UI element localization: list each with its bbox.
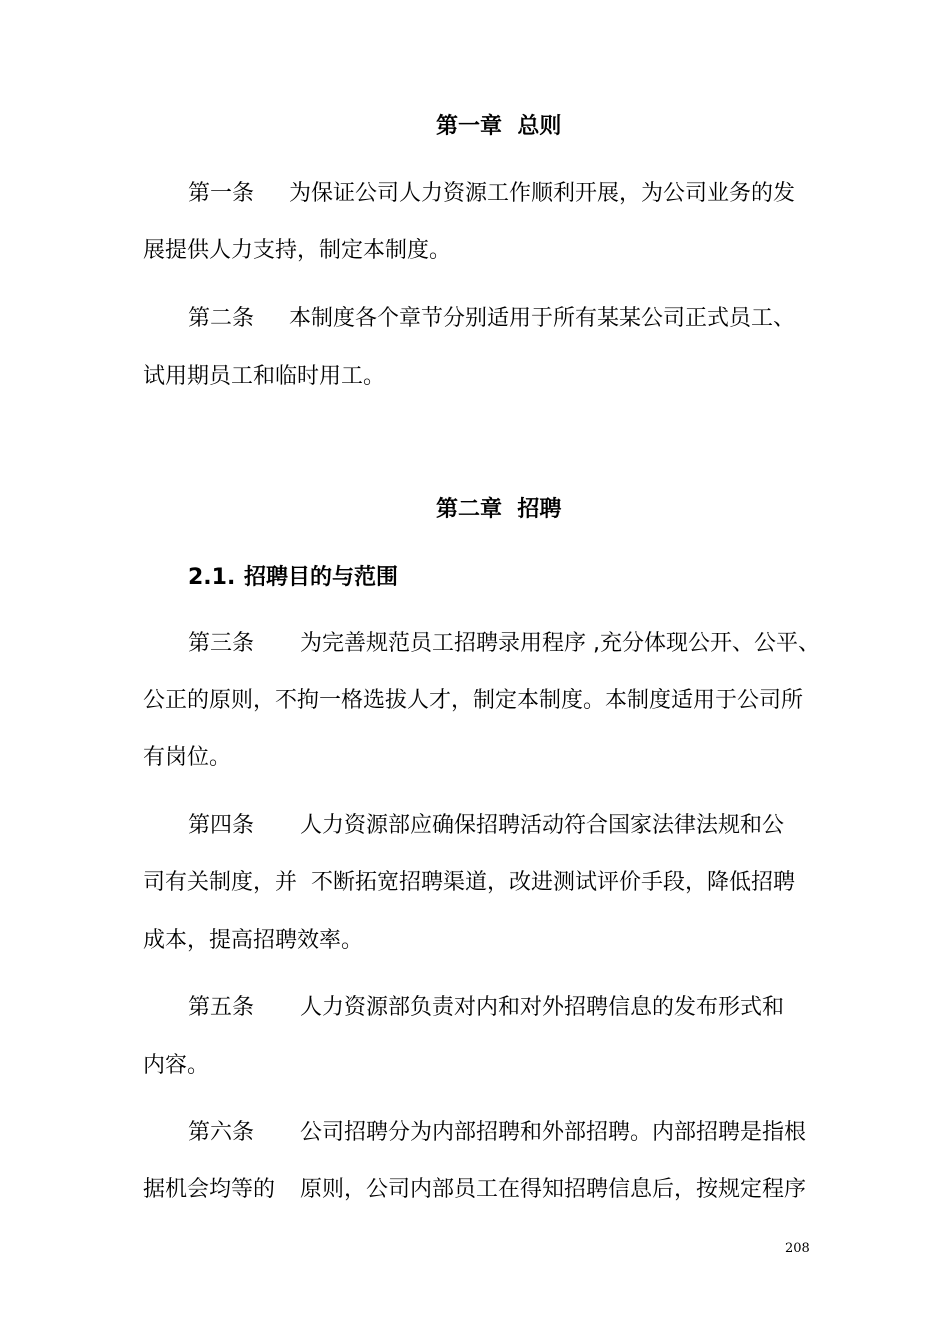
art5-line1: 人力资源部负责对内和对外招聘信息的发布形式和 xyxy=(300,995,785,1020)
art2-label: 第二条 xyxy=(188,306,255,331)
art6-label: 第六条 xyxy=(188,1120,255,1145)
page-number: 208 xyxy=(785,1241,810,1256)
art3-line3: 有岗位。 xyxy=(143,745,232,770)
art6-line2-rest: 原则，公司内部员工在得知招聘信息后，按规定程序 xyxy=(300,1177,807,1202)
art2-line2: 试用期员工和临时用工。 xyxy=(143,364,386,389)
art1-label: 第一条 xyxy=(188,181,255,206)
art4-line1: 人力资源部应确保招聘活动符合国家法律法规和公 xyxy=(300,813,785,838)
art3-line1: 为完善规范员工招聘录用程序 ,充分体现公开、公平、 xyxy=(300,631,820,656)
art3-label: 第三条 xyxy=(188,631,255,656)
art3-line2: 公正的原则，不拘一格选拔人才，制定本制度。本制度适用于公司所 xyxy=(143,688,804,713)
chapter2-title: 第二章 招聘 xyxy=(436,497,562,522)
art1-line1: 为保证公司人力资源工作顺利开展，为公司业务的发 xyxy=(289,181,796,206)
art6-line1: 公司招聘分为内部招聘和外部招聘。内部招聘是指根 xyxy=(300,1120,807,1145)
art5-label: 第五条 xyxy=(188,995,255,1020)
section-number: 2.1. xyxy=(188,565,236,590)
art5-line2: 内容。 xyxy=(143,1053,210,1078)
art6-line2-start: 据机会均等的 xyxy=(143,1177,276,1202)
art4-label: 第四条 xyxy=(188,813,255,838)
art1-line2: 展提供人力支持，制定本制度。 xyxy=(143,238,452,263)
art4-line3: 成本，提高招聘效率。 xyxy=(143,928,364,953)
art2-line1: 本制度各个章节分别适用于所有某某公司正式员工、 xyxy=(289,306,796,331)
section-title: 招聘目的与范围 xyxy=(244,565,399,590)
chapter1-title: 第一章 总则 xyxy=(436,114,562,139)
art4-line2: 司有关制度，并 不断拓宽招聘渠道，改进测试评价手段，降低招聘 xyxy=(143,870,795,895)
